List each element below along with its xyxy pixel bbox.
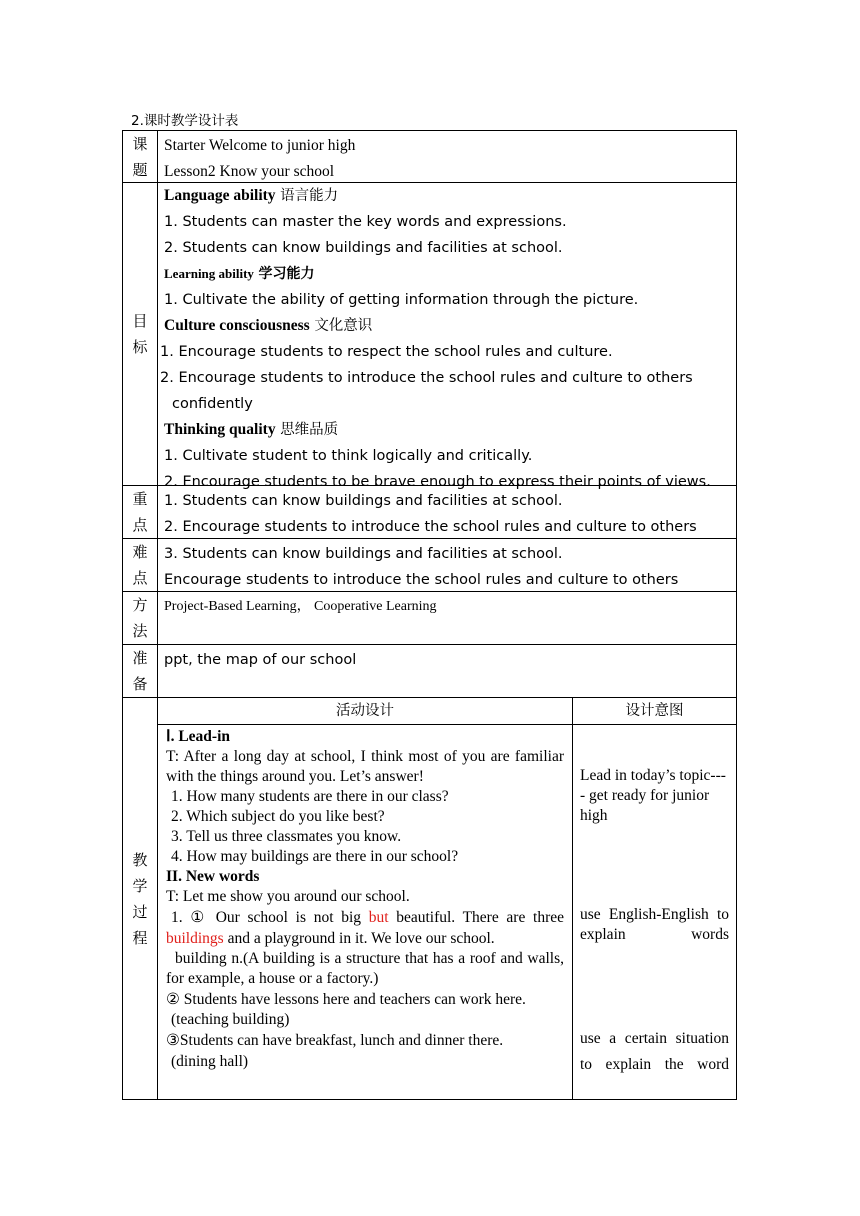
- activity-design-header: 活动设计: [158, 698, 573, 724]
- preparation-text: ppt, the map of our school: [164, 652, 357, 668]
- question-item: 2. Which subject do you like best?: [171, 808, 385, 825]
- newwords-intro: T: Let me show you around our school.: [166, 888, 410, 905]
- key-points-label: [123, 486, 158, 538]
- difficulties-label: [123, 539, 158, 591]
- preparation-label: [123, 645, 158, 697]
- goal-item: 1. Cultivate the ability of getting information through the picture.: [164, 292, 639, 308]
- topic-row: [122, 130, 737, 183]
- question-item: 4. How may buildings are there in our school?: [171, 848, 459, 865]
- preparation-row: [122, 645, 737, 698]
- methods-content: [158, 592, 736, 644]
- highlight-buildings: buildings: [166, 930, 224, 947]
- goals-label: [123, 183, 158, 485]
- lesson-title: Lesson2 Know your school: [164, 163, 335, 180]
- key-point-item: 1. Students can know buildings and facilities at school.: [164, 493, 563, 509]
- leadin-heading: Ⅰ. Lead-in: [166, 728, 230, 745]
- sentence-1: 1. ① Our school is not big but beautiful. There are three buildings and a playground in it. We love our school.: [166, 909, 564, 947]
- goal-item: 1. Students can master the key words and expressions.: [164, 214, 567, 230]
- label-char: 准: [132, 649, 148, 667]
- label-char: 过: [132, 902, 148, 921]
- goal-item: 2. Encourage students to be brave enough to express their points of views.: [164, 474, 711, 490]
- process-label: [123, 698, 158, 1099]
- label-char: 点: [132, 569, 148, 587]
- intent-leadin: Lead in today’s topic---- get ready for junior high: [580, 767, 726, 824]
- intent-english-english: use English-English to explain words: [580, 906, 729, 943]
- design-intent-header: 设计意图: [625, 703, 684, 719]
- sentence-2: ② Students have lessons here and teachers can work here.: [166, 991, 526, 1008]
- thinking-heading: Thinking quality 思维品质: [164, 421, 339, 438]
- topic-content: [158, 131, 736, 182]
- methods-row: [122, 592, 737, 645]
- intent-situation: use a certain situation to explain the word: [580, 1030, 729, 1073]
- goal-item: 2. Students can know buildings and facilities at school.: [164, 240, 563, 256]
- process-row: [122, 698, 737, 1100]
- label-char: 重: [132, 490, 148, 508]
- table-caption: 2.课时教学设计表: [131, 113, 239, 129]
- language-heading: Language ability 语言能力: [164, 187, 339, 204]
- label-char: 题: [132, 160, 148, 179]
- word-dining-hall: (dining hall): [171, 1053, 249, 1070]
- lesson-plan-table: [122, 130, 737, 1100]
- difficulties-row: [122, 539, 737, 592]
- topic-label: [123, 131, 158, 182]
- goal-item-continued: confidently: [172, 396, 253, 412]
- definition-building: building n.(A building is a structure that has a roof and walls, for example, a house or a factory.): [166, 950, 564, 987]
- preparation-content: [158, 645, 736, 697]
- difficulty-item: Encourage students to introduce the school rules and culture to others: [164, 572, 679, 588]
- label-char: 方: [132, 596, 148, 614]
- leadin-text: T: After a long day at school, I think most of you are familiar with the things around you. Let’s answer!: [166, 748, 564, 785]
- process-header: [158, 698, 736, 725]
- question-item: 3. Tell us three classmates you know.: [171, 828, 402, 845]
- design-intent-cell: [573, 725, 736, 1099]
- label-char: 课: [132, 134, 148, 153]
- sentence-3: ③Students can have breakfast, lunch and dinner there.: [166, 1032, 504, 1049]
- culture-heading: Culture consciousness 文化意识: [164, 317, 373, 334]
- question-item: 1. How many students are there in our class?: [171, 788, 449, 805]
- goal-item: 2. Encourage students to introduce the school rules and culture to others: [160, 370, 693, 386]
- difficulty-item: 3. Students can know buildings and facilities at school.: [164, 546, 563, 562]
- difficulties-content: [158, 539, 736, 591]
- key-points-content: [158, 486, 736, 538]
- highlight-but: but: [368, 909, 389, 926]
- label-char: 法: [132, 622, 148, 640]
- label-char: 标: [132, 338, 148, 356]
- methods-label: [123, 592, 158, 644]
- label-char: 教: [132, 850, 148, 869]
- label-char: 备: [132, 675, 148, 693]
- goal-item: 1. Encourage students to respect the school rules and culture.: [160, 344, 613, 360]
- key-points-row: [122, 486, 737, 539]
- label-char: 学: [132, 876, 148, 895]
- label-char: 点: [132, 516, 148, 534]
- label-char: 难: [132, 543, 148, 561]
- word-teaching-building: (teaching building): [171, 1011, 290, 1028]
- process-subtable: [158, 698, 736, 1099]
- goals-content: [158, 183, 736, 490]
- process-body: [158, 725, 736, 1099]
- key-point-item: 2. Encourage students to introduce the school rules and culture to others: [164, 519, 697, 535]
- newwords-heading: II. New words: [166, 868, 260, 885]
- activity-design-cell: [158, 725, 573, 1099]
- goal-item: 1. Cultivate student to think logically and critically.: [164, 448, 533, 464]
- unit-title: Starter Welcome to junior high: [164, 137, 356, 154]
- goals-row: [122, 183, 737, 490]
- methods-text: Project-Based Learning， Cooperative Learning: [164, 599, 437, 614]
- label-char: 目: [132, 312, 148, 330]
- label-char: 程: [132, 928, 148, 947]
- learning-heading: Learning ability 学习能力: [164, 266, 315, 282]
